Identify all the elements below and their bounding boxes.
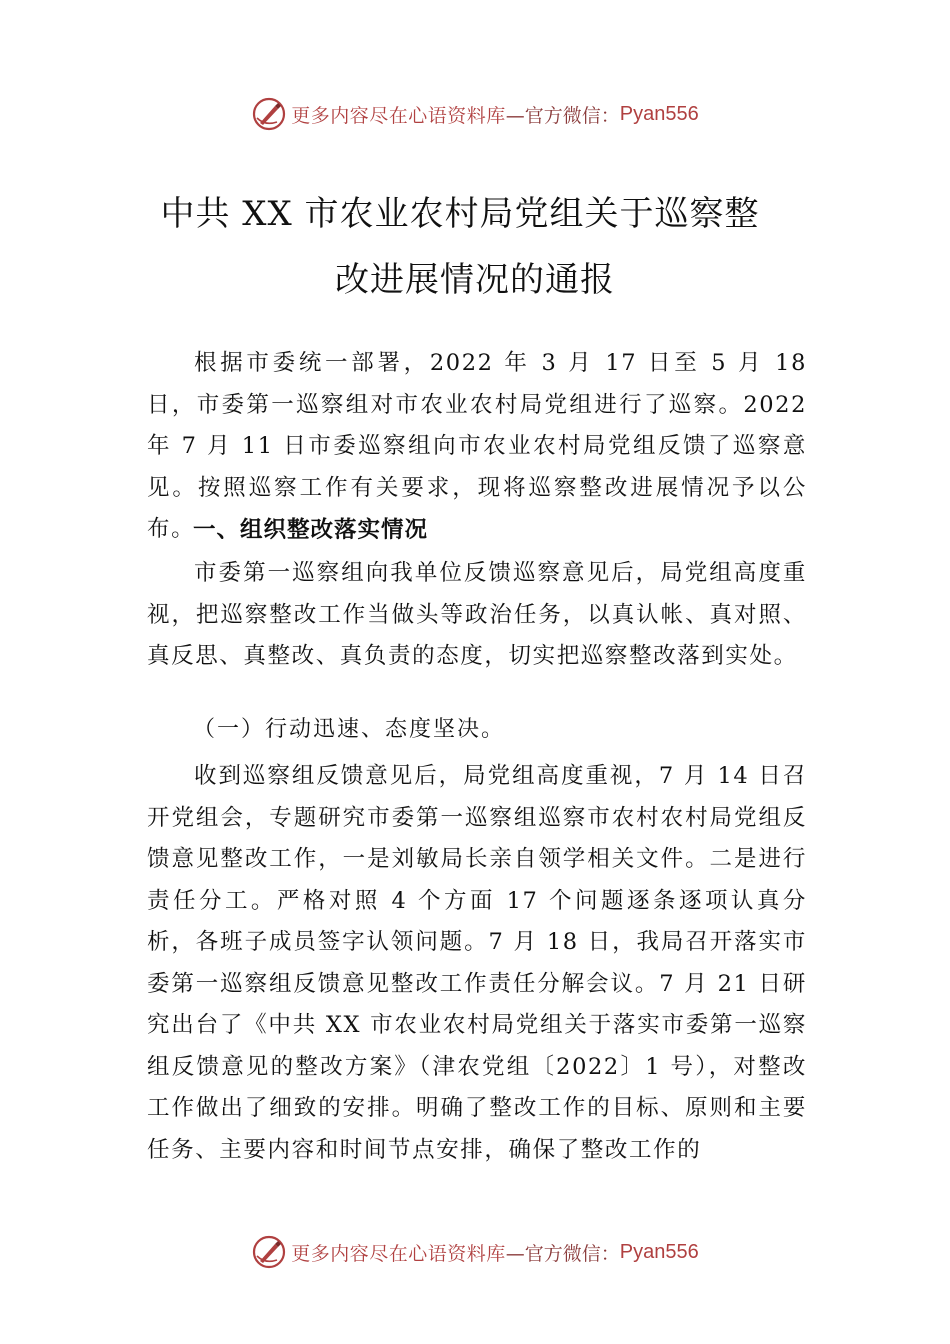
- section-paragraph: 市委第一巡察组向我单位反馈巡察意见后，局党组高度重视，把巡察整改工作当做头等政治任务，以真认帐、真对照、真反思、真整改、真负责的态度，切实把巡察整改落到实处。: [147, 560, 807, 669]
- header-banner: [0, 94, 950, 134]
- document-title-line-1: 中共 XX 市农业农村局党组关于巡察整: [160, 194, 760, 234]
- pen-logo-icon: [251, 96, 287, 132]
- subsection-heading: （一）行动迅速、态度坚决。: [193, 717, 506, 742]
- banner-site-name: 更多内容尽在心语资料库: [291, 104, 506, 127]
- footer-banner: [0, 1232, 950, 1272]
- section-heading: 一、组织整改落实情况: [193, 517, 429, 543]
- banner-wechat-account: Pyan556: [619, 102, 699, 125]
- banner-wechat-account: Pyan556: [619, 1240, 699, 1263]
- subsection-paragraph: 收到巡察组反馈意见后，局党组高度重视，7 月 14 日召开党组会，专题研究市委第一巡察组巡察市农村农村局党组反馈意见整改工作，一是刘敏局长亲自领学相关文件。二是进行责任分工。严格对照 4 个方面 17 个问题逐条逐项认真分析，各班子成员签字认领问题。7 月 18 日，我局召开落实市委第一巡察组反馈意见整改工作责任分解会议。7 月 21 日研究出台了《中共 XX 市农业农村局党组关于落实市委第一巡察组反馈意见的整改方案》（津农党组〔2022〕1 号），对整改工作做出了细致的安排。明确了整改工作的目标、原则和主要任务、主要内容和时间节点安排，确保了整改工作的: [147, 763, 807, 1163]
- banner-wechat-label: —官方微信：: [505, 1242, 620, 1265]
- intro-paragraph: 根据市委统一部署，2022 年 3 月 17 日至 5 月 18 日，市委第一巡察组对市农业农村局党组进行了巡察。2022 年 7 月 11 日市委巡察组向市农业农村局党组反馈了巡察意见。按照巡察工作有关要求，现将巡察整改进展情况予以公布。: [147, 350, 807, 542]
- banner-wechat-label: —官方微信：: [505, 104, 620, 127]
- pen-logo-icon: [251, 1234, 287, 1270]
- banner-site-name: 更多内容尽在心语资料库: [291, 1242, 506, 1265]
- document-title-line-2: 改进展情况的通报: [335, 260, 615, 300]
